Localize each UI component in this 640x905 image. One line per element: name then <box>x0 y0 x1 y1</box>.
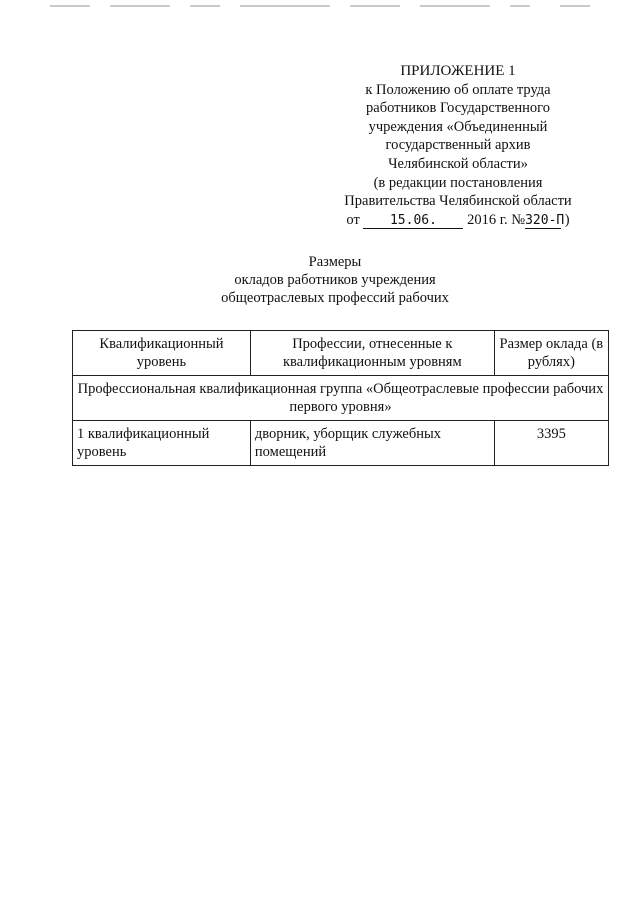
closing-paren: ) <box>564 211 570 228</box>
scan-artifact-strip <box>40 2 600 12</box>
appendix-subtitle-line-5: Челябинской области» <box>388 155 528 172</box>
column-header-level: Квалификационный уровень <box>73 331 251 376</box>
appendix-header <box>318 62 598 229</box>
heading-line-1: Размеры <box>308 254 362 270</box>
heading-line-2: окладов работников учреждения <box>234 272 436 288</box>
date-prefix: от <box>346 211 360 228</box>
table-heading <box>120 253 550 307</box>
table-group-row <box>73 376 609 421</box>
qualification-group-title: Профессиональная квалификационная группа «Общеотраслевые профессии рабочих первого уровня» <box>73 376 609 421</box>
appendix-subtitle-line-2: работников Государственного <box>366 100 550 117</box>
appendix-subtitle-line-4: государственный архив <box>385 137 531 154</box>
heading-line-3: общеотраслевых профессий рабочих <box>221 290 449 306</box>
appendix-title: ПРИЛОЖЕНИЕ 1 <box>400 63 516 79</box>
appendix-subtitle-line-1: к Положению об оплате труда <box>365 81 551 98</box>
appendix-subtitle-line-6: (в редакции постановления <box>373 174 543 191</box>
resolution-number: 320-П <box>525 212 565 228</box>
column-header-professions: Профессии, отнесенные к квалификационным уровням <box>250 331 494 376</box>
table-row <box>73 421 609 466</box>
cell-professions: дворник, уборщик служебных помещений <box>250 421 494 466</box>
resolution-date: 15.06. <box>363 213 463 229</box>
salary-table <box>72 330 609 466</box>
resolution-date-line <box>318 211 598 230</box>
table-header-row <box>73 331 609 376</box>
resolution-year: 2016 г. № <box>467 211 526 228</box>
cell-level: 1 квалификационный уровень <box>73 421 251 466</box>
appendix-subtitle-line-7: Правительства Челябинской области <box>344 193 572 210</box>
appendix-subtitle-line-3: учреждения «Объединенный <box>368 118 548 135</box>
cell-salary: 3395 <box>494 421 608 466</box>
column-header-salary: Размер оклада (в рублях) <box>494 331 608 376</box>
